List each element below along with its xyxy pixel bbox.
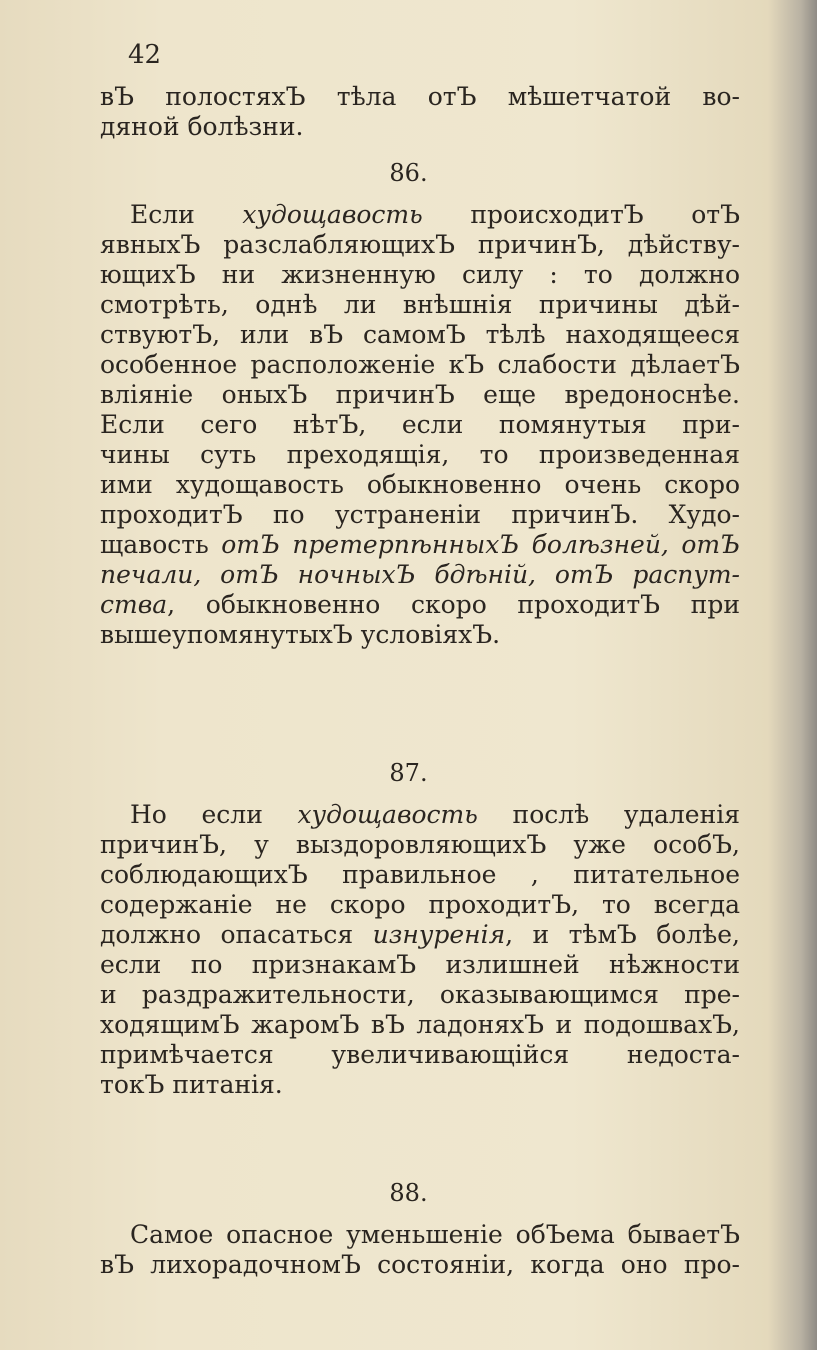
text-line: вЪ полостяхЪ тѣла отЪ мѣшетчатой во-: [100, 82, 740, 111]
emphasis: изнуренія: [372, 920, 506, 949]
emphasis: печали, отЪ ночныхЪ бдѣній, отЪ распут-: [100, 560, 740, 589]
text-line: ства, обыкновенно скоро проходитЪ при: [100, 590, 740, 619]
section-86-paragraph: [100, 200, 740, 650]
text-line: ющихЪ ни жизненную силу : то должно: [100, 260, 740, 289]
text-line: вышеупомянутыхЪ условіяхЪ.: [100, 620, 501, 649]
section-87-paragraph: [100, 800, 740, 1100]
text-line: смотрѣть, однѣ ли внѣшнія причины дѣй-: [100, 290, 740, 319]
text-line: если по признакамЪ излишней нѣжности: [100, 950, 740, 979]
text-line: Если сего нѣтЪ, если помянутыя при-: [100, 410, 740, 439]
text-line: вліяніе оныхЪ причинЪ еще вредоноснѣе.: [100, 380, 740, 409]
intro-paragraph: [100, 82, 740, 142]
text-line: должно опасаться изнуренія, и тѣмЪ болѣе,: [100, 920, 741, 949]
text-line: чины суть преходящія, то произведенная: [100, 440, 740, 469]
text-line: вЪ лихорадочномЪ состояніи, когда оно про-: [100, 1250, 740, 1279]
text-line: Но если худощавость послѣ удаленія: [130, 800, 740, 829]
text-line: явныхЪ разслабляющихЪ причинЪ, дѣйству-: [100, 230, 740, 259]
section-88-paragraph: [100, 1220, 740, 1280]
emphasis: худощавость: [297, 800, 478, 829]
text-line: Если худощавость происходитЪ отЪ: [130, 200, 740, 229]
text-line: дяной болѣзни.: [100, 112, 304, 141]
text-line: щавость отЪ претерпѣнныхЪ болѣзней, отЪ: [100, 530, 740, 559]
text-line: Самое опасное уменьшеніе обЪема бываетЪ: [130, 1220, 740, 1249]
text-line: и раздражительности, оказывающимся пре-: [100, 980, 740, 1009]
text-line: [100, 560, 740, 590]
text-line: содержаніе не скоро проходитЪ, то всегда: [100, 890, 740, 919]
text-line: токЪ питанія.: [100, 1070, 283, 1099]
section-number-88: 88.: [389, 1179, 428, 1207]
page-number: 42: [128, 40, 162, 70]
section-number-86: 86.: [389, 159, 428, 187]
emphasis: ства: [100, 590, 168, 619]
section-number-87: 87.: [389, 759, 428, 787]
text-line: проходитЪ по устраненіи причинЪ. Худо-: [100, 500, 740, 529]
emphasis: отЪ претерпѣнныхЪ болѣзней, отЪ: [221, 530, 740, 559]
text-line: ими худощавость обыкновенно очень скоро: [100, 470, 740, 499]
text-line: особенное расположеніе кЪ слабости дѣлаетЪ: [100, 350, 740, 379]
text-line: соблюдающихЪ правильное , питательное: [100, 860, 740, 889]
text-line: причинЪ, у выздоровляющихЪ уже особЪ,: [100, 830, 740, 859]
emphasis: худощавость: [242, 200, 423, 229]
text-line: ствуютЪ, или вЪ самомЪ тѣлѣ находящееся: [100, 320, 740, 349]
text-line: примѣчается увеличивающійся недоста-: [100, 1040, 740, 1069]
text-line: ходящимЪ жаромЪ вЪ ладоняхЪ и подошвахЪ,: [100, 1010, 740, 1039]
